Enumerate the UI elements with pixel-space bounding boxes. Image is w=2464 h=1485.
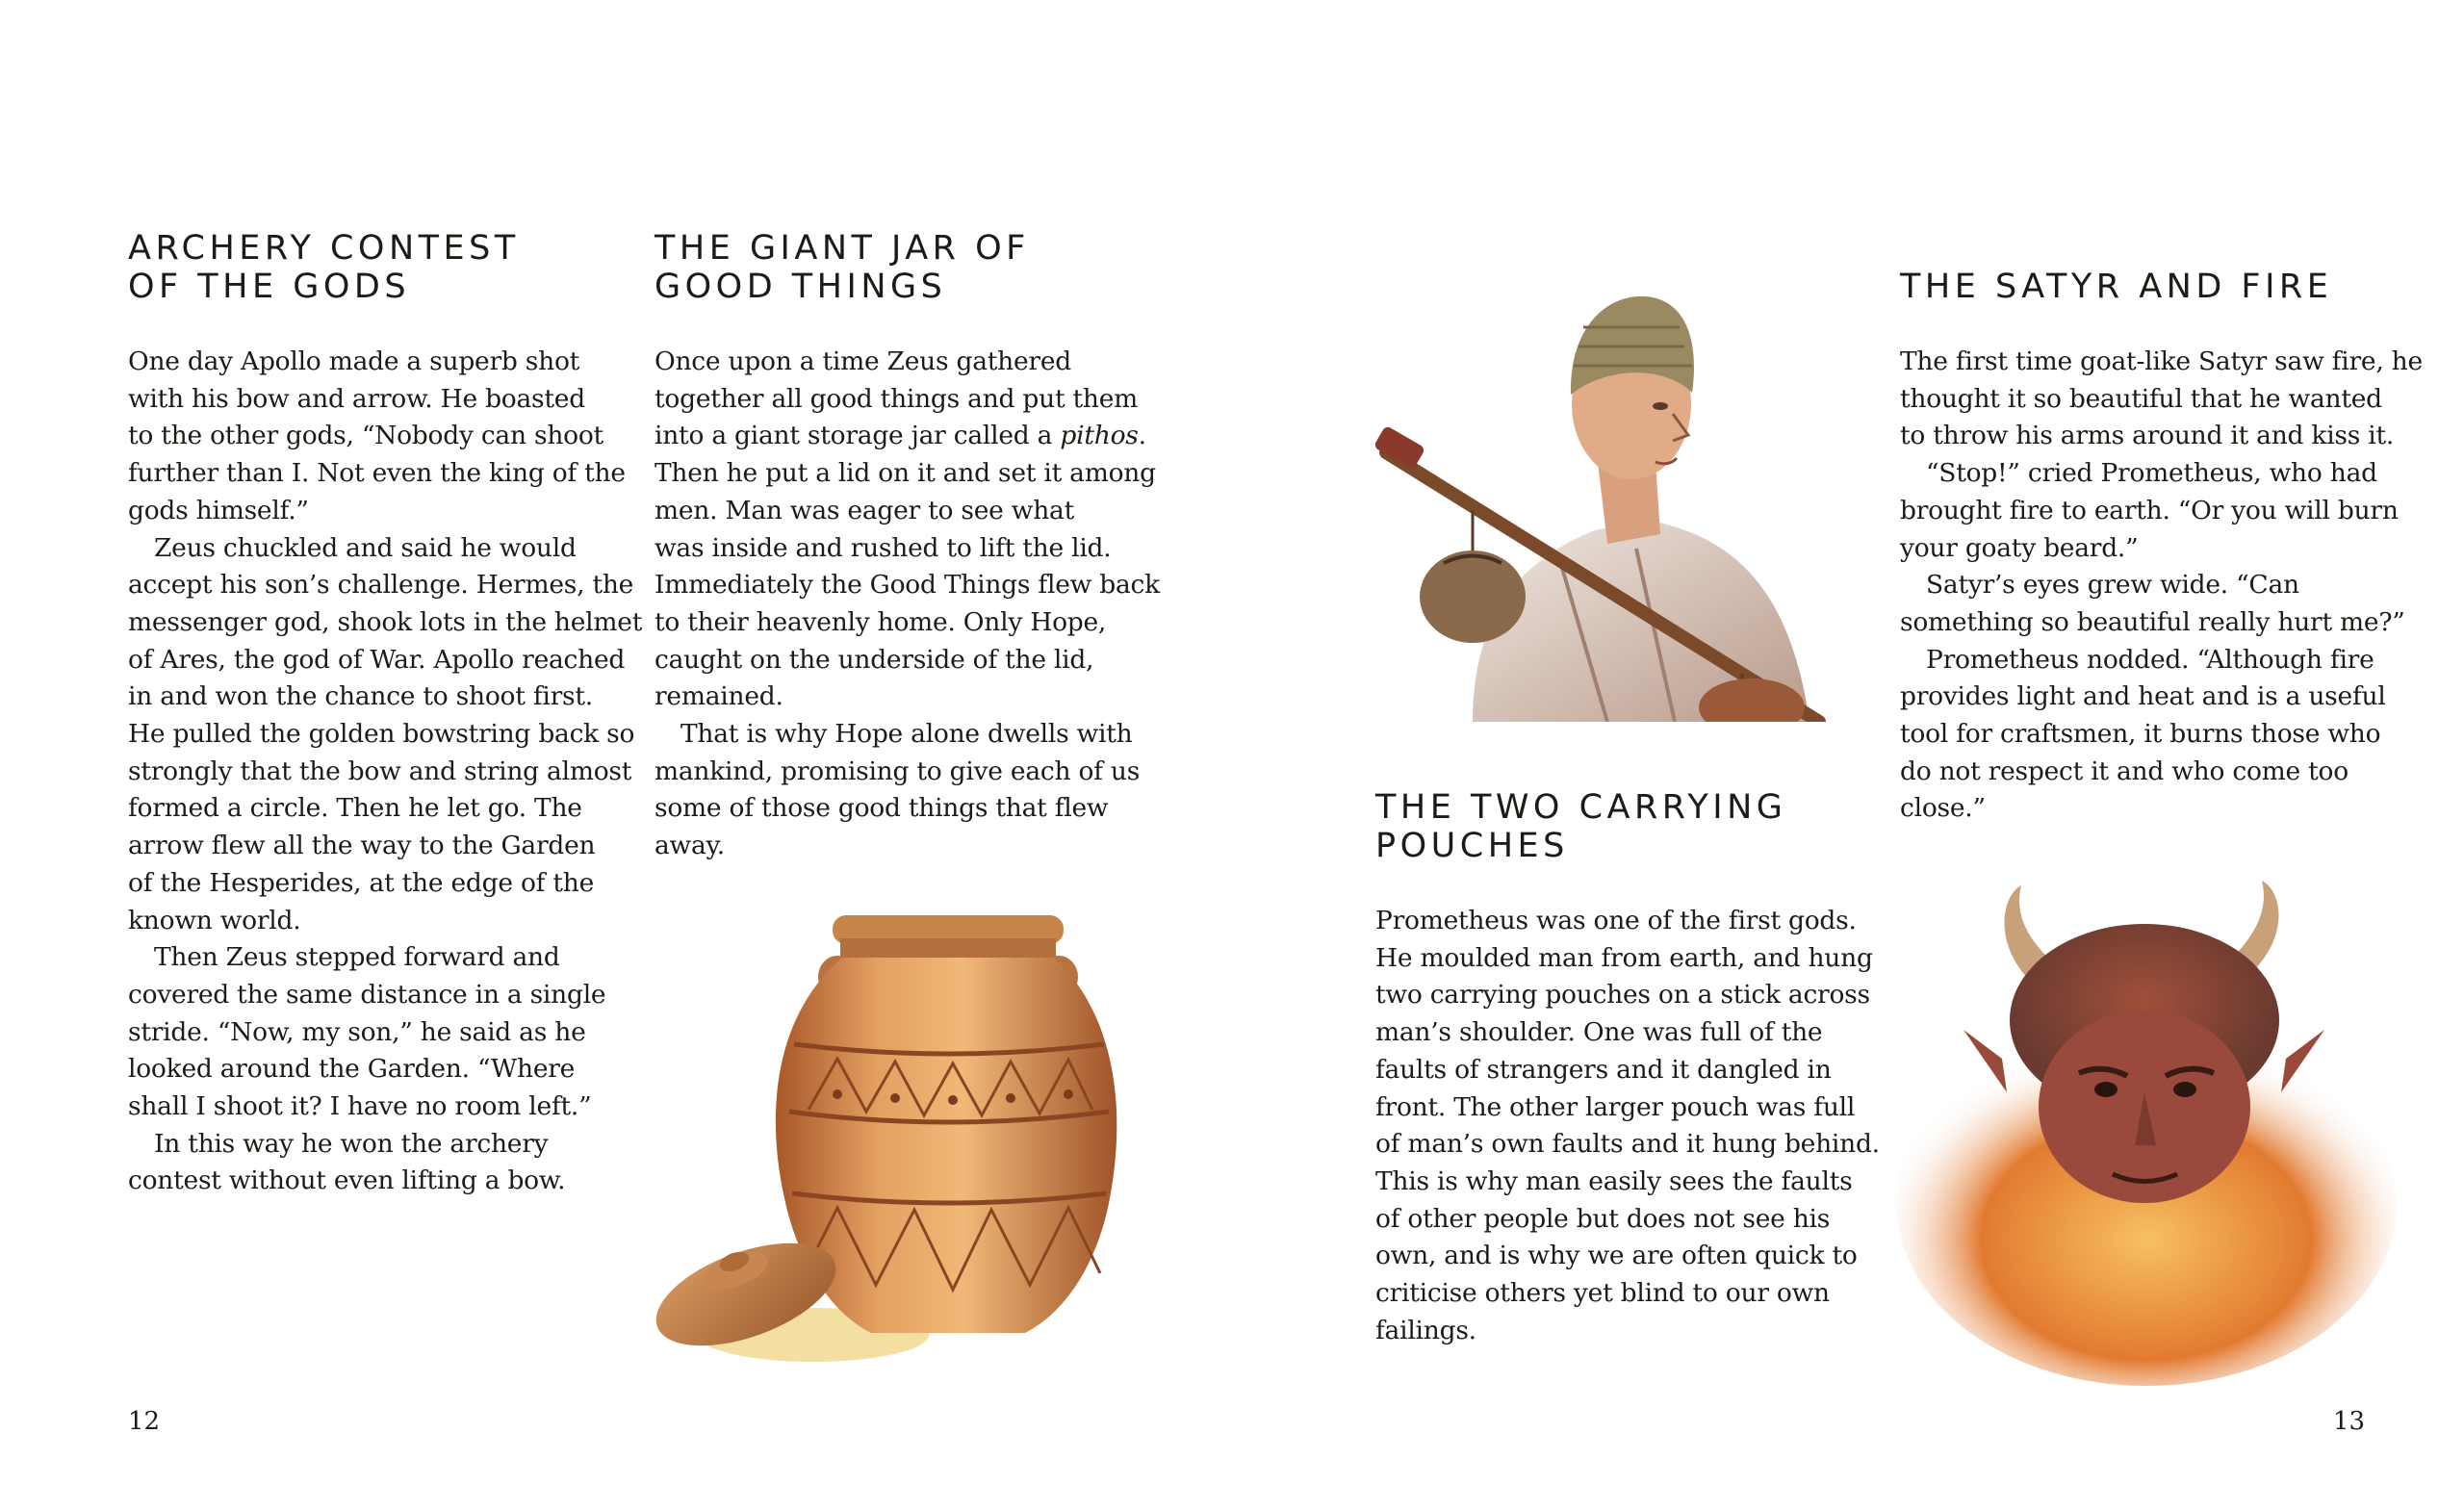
story-satyr	[1900, 268, 2423, 828]
story-body: The first time goat-like Satyr saw fire, he thought it so beautiful that he wanted to throw his arms around it and kiss it. “Stop!” cried Prometheus, who had brought fire to earth. “Or you will burn your goaty beard.” Satyr’s eyes grew wide. “Can something so beautiful really hurt me?” Prometheus nodded. “Although fire provides light and heat and is a useful tool for craftsmen, it burns those who do not respect it and who come too close.”	[1900, 346, 2423, 824]
story-title: THE GIANT JAR OF GOOD THINGS	[654, 229, 1030, 306]
pithos-jar-illustration	[630, 881, 1169, 1400]
story-title: ARCHERY CONTEST OF THE GODS	[128, 229, 520, 306]
story-title: THE SATYR AND FIRE	[1900, 268, 2333, 306]
story-body: Prometheus was one of the first gods. He moulded man from earth, and hung two carrying pouches on a stick across man’s shoulder. One was full of the faults of strangers and it dangled in front. The other larger pouch was full of man’s own faults and it hung behind. This is why man easily sees the faults of other people but does not see his own, and is why we are often quick to criticise others yet blind to our own failings.	[1375, 906, 1880, 1345]
story-body: Once upon a time Zeus gathered together all good things and put them into a giant storage jar called a pithos. Then he put a lid on it and set it among men. Man was eager to see what was inside and rushed to lift the lid. Immediately the Good Things flew back to their heavenly home. Only Hope, caught on the underside of the lid, remained. That is why Hope alone dwells with mankind, promising to give each of us some of those good things that flew away.	[654, 346, 1160, 861]
man-with-pouches-illustration	[1367, 269, 1848, 722]
fiery-satyr-illustration	[1886, 866, 2406, 1386]
page-number-right: 13	[2333, 1407, 2366, 1436]
story-archery	[128, 229, 643, 1200]
page-number-left: 12	[128, 1407, 161, 1436]
story-body: One day Apollo made a superb shot with his bow and arrow. He boasted to the other gods, “Nobody can shoot further than I. Not even the king of the gods himself.” Zeus chuckled and said he would accept his son’s challenge. Hermes, the messenger god, shook lots in the helmet of Ares, the god of War. Apollo reached in and won the chance to shoot first. He pulled the golden bowstring back so strongly that the bow and string almost formed a circle. Then he let go. The arrow flew all the way to the Garden of the Hesperides, at the edge of the known world. Then Zeus stepped forward and covered the same distance in a single stride. “Now, my son,” he said as he looked around the Garden. “Where shall I shoot it? I have no room left.” In this way he won the archery contest without even lifting a bow.	[128, 346, 643, 1196]
story-pouches	[1375, 788, 1880, 1349]
story-jar	[654, 229, 1160, 865]
story-title: THE TWO CARRYING POUCHES	[1375, 788, 1787, 865]
